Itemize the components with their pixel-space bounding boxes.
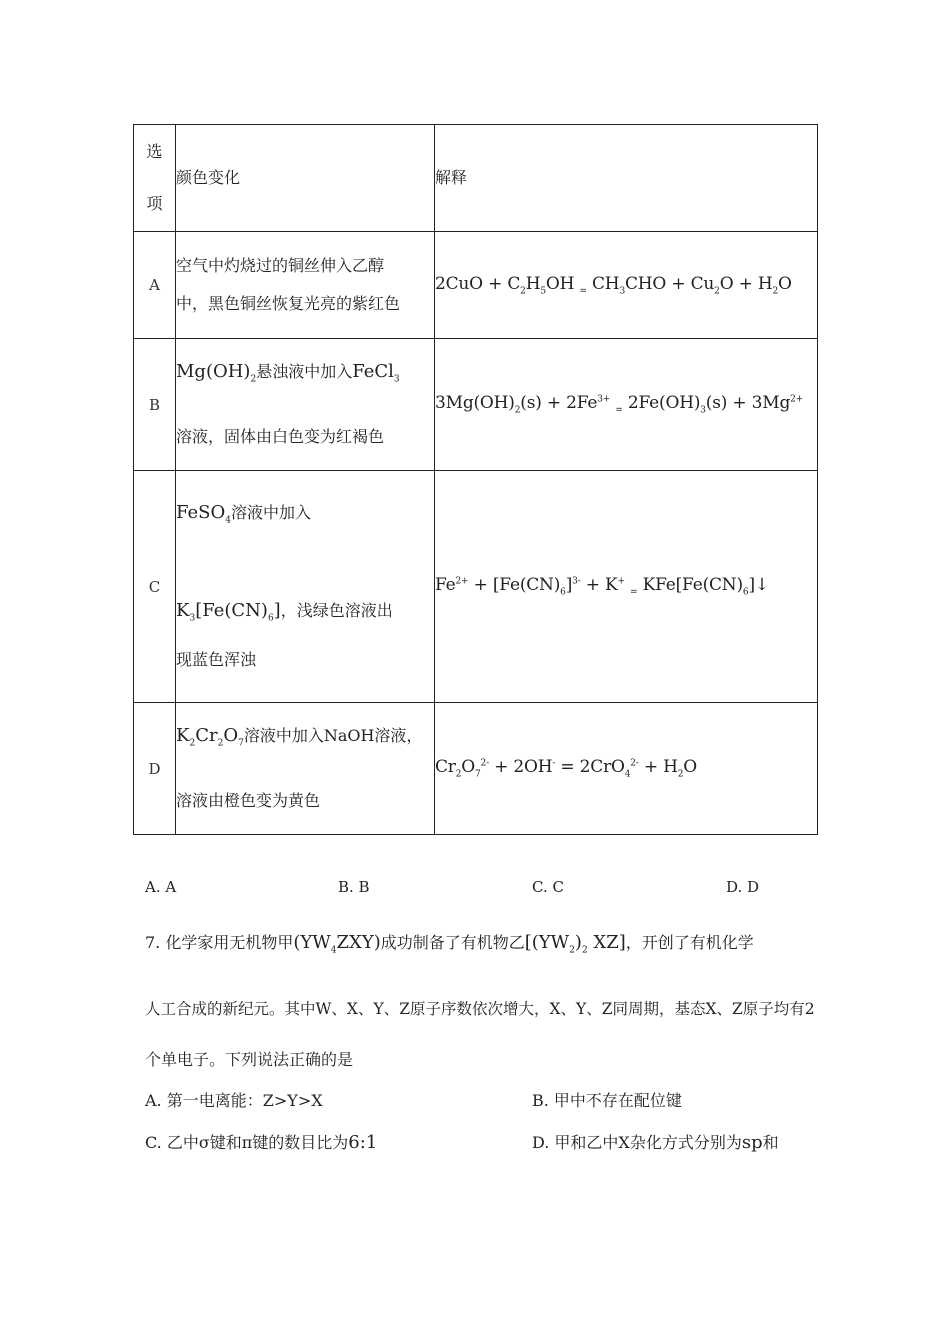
row-option: C xyxy=(134,471,176,703)
equation-d: $Cr_2O_7^{2-} + 2OH^- = 2CrO_4^{2-} + H_2O$ xyxy=(435,757,698,780)
header-option: 选 项 xyxy=(134,125,176,232)
formula-feso4: FeSO$_4$ xyxy=(176,501,231,526)
question7-line1: 7. 化学家用无机物甲$(YW_4ZXY)$成功制备了有机物乙[$(YW_2)_2$ XZ]，开创了有机化学 xyxy=(145,932,754,956)
answer-b[interactable]: B. B xyxy=(338,878,370,896)
row-color-change: FeSO$_4$溶液中加入 $K_3[Fe(CN)_6]$，浅绿色溶液出 现蓝色浑浊 xyxy=(176,471,435,703)
header-color-change: 颜色变化 xyxy=(176,125,435,232)
chemistry-table xyxy=(133,124,818,835)
row-explanation xyxy=(435,471,818,703)
row-option: B xyxy=(134,339,176,471)
equation-c: $Fe^{2+} + [Fe(CN)_6]^{3-} + K^+$ $_=$ $KFe[Fe(CN)_6]↓$ xyxy=(435,575,769,598)
row-explanation xyxy=(435,703,818,835)
row-explanation xyxy=(435,339,818,471)
table-row xyxy=(134,339,818,471)
row-explanation xyxy=(435,232,818,339)
table-header-row xyxy=(134,125,818,232)
row-color-change: 空气中灼烧过的铜丝伸入乙醇 中，黑色铜丝恢复光亮的紫红色 xyxy=(176,232,435,339)
question7-line3: 个单电子。下列说法正确的是 xyxy=(145,1050,354,1069)
row-color-change: $Mg(OH)_2$悬浊液中加入FeCl$_3$ 溶液，固体由白色变为红褐色 xyxy=(176,339,435,471)
formula-k2cr2o7: $K_2Cr_2O_7$ xyxy=(176,724,244,749)
table-row xyxy=(134,471,818,703)
equation-a: $2CuO + C_2H_5OH$ $_=$ $CH_3CHO + Cu_2O + H_2O$ xyxy=(435,273,792,297)
row-option: D xyxy=(134,703,176,835)
answer-options xyxy=(145,878,825,900)
formula-fecl3: FeCl$_3$ xyxy=(352,360,400,385)
answer-a[interactable]: A. A xyxy=(145,878,177,896)
q7-option-b[interactable]: B. 甲中不存在配位键 xyxy=(532,1091,682,1110)
table-row xyxy=(134,703,818,835)
q7-option-a[interactable]: A. 第一电离能：Z>Y>X xyxy=(145,1091,323,1110)
q7-option-c[interactable]: C. 乙中σ键和π键的数目比为6:1 xyxy=(145,1132,378,1153)
row-option: A xyxy=(134,232,176,339)
header-explanation: 解释 xyxy=(435,125,818,232)
equation-b: $3Mg(OH)_2(s) + 2Fe^{3+}$ $_=$ $2Fe(OH)_3(s) + 3Mg^{2+}$ xyxy=(435,393,804,416)
formula-jia: $(YW_4ZXY)$ xyxy=(293,932,381,956)
row-color-change: $K_2Cr_2O_7$溶液中加入NaOH溶液， 溶液由橙色变为黄色 xyxy=(176,703,435,835)
q7-option-d[interactable]: D. 甲和乙中X杂化方式分别为sp和 xyxy=(532,1132,779,1153)
question7-line2: 人工合成的新纪元。其中W、X、Y、Z原子序数依次增大，X、Y、Z同周期，基态X、Z原子均有2 xyxy=(145,1000,815,1018)
formula-k3fecn6: $K_3[Fe(CN)_6]$ xyxy=(176,599,281,624)
answer-d[interactable]: D. D xyxy=(726,878,760,896)
formula-yi: [$(YW_2)_2$ XZ] xyxy=(524,932,626,956)
answer-c[interactable]: C. C xyxy=(532,878,564,896)
table-row xyxy=(134,232,818,339)
formula-mgoh2: $Mg(OH)_2$ xyxy=(176,360,257,385)
